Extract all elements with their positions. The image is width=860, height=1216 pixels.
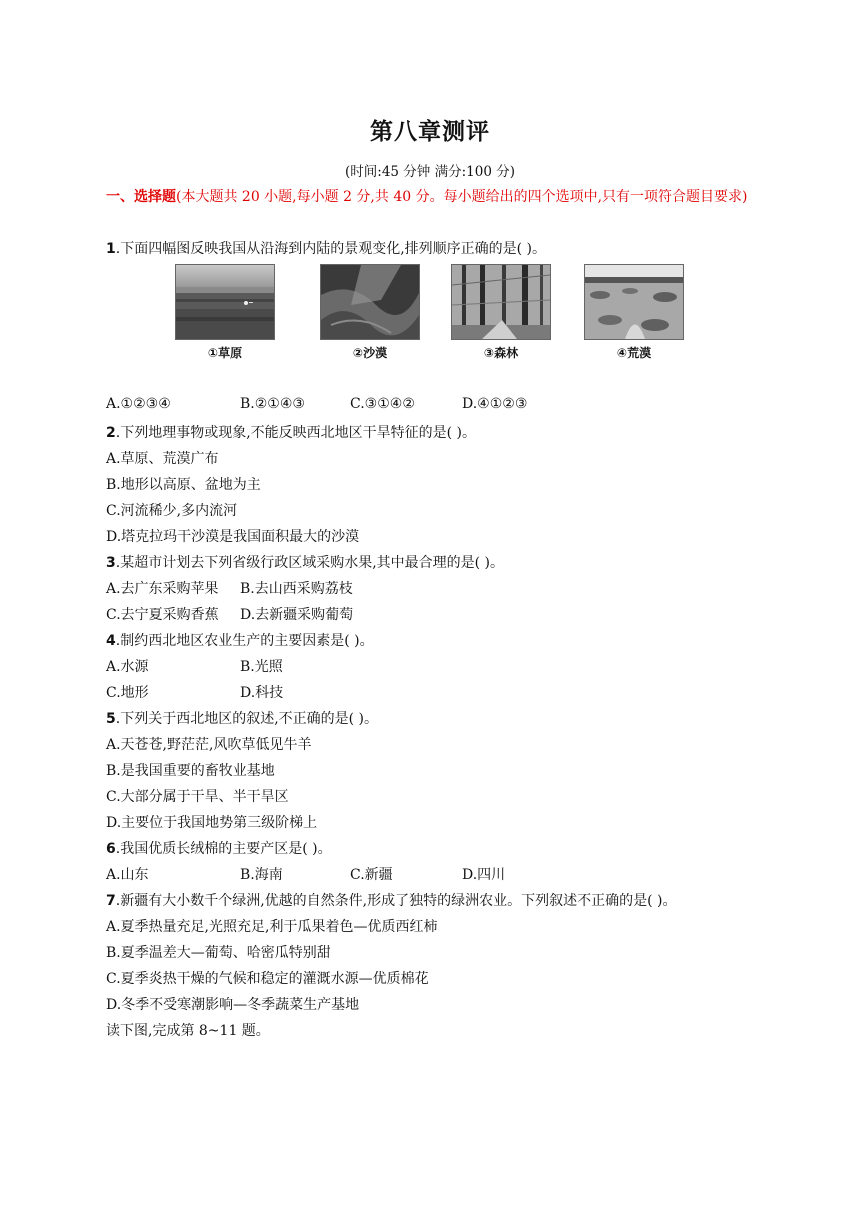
question-number: 7: [106, 893, 116, 909]
question-number: 6: [106, 841, 116, 857]
option-d: D.科技: [240, 685, 284, 701]
photo-wasteland: [584, 264, 684, 360]
option-c: C.③①④②: [350, 396, 415, 412]
question-3: [106, 552, 504, 572]
option-b: B.夏季温差大—葡萄、哈密瓜特别甜: [106, 945, 331, 961]
photo-desert: [320, 264, 420, 360]
question-4: [106, 630, 374, 650]
forest-photo: [451, 264, 551, 340]
question-number: 5: [106, 711, 116, 727]
option-b: B.地形以高原、盆地为主: [106, 477, 261, 493]
option-c: C.新疆: [350, 867, 393, 883]
question-number: 1: [106, 241, 116, 257]
question-stem: .新疆有大小数千个绿洲,优越的自然条件,形成了独特的绿洲农业。下列叙述不正确的是( )。: [115, 893, 677, 909]
option-a: A.夏季热量充足,光照充足,利于瓜果着色—优质西红柿: [106, 919, 438, 935]
question-stem: .某超市计划去下列省级行政区域采购水果,其中最合理的是( )。: [115, 555, 505, 571]
figure-instruction: 读下图,完成第 8~11 题。: [106, 1023, 270, 1039]
question-number: 2: [106, 425, 116, 441]
question-1: [106, 238, 546, 258]
grassland-photo: [175, 264, 275, 340]
desert-photo: [320, 264, 420, 340]
photo-caption: ③森林: [483, 346, 519, 360]
photo-caption: ①草原: [207, 346, 243, 360]
photo-caption: ②沙漠: [352, 346, 388, 360]
section-header: [106, 185, 756, 210]
option-c: C.大部分属于干旱、半干旱区: [106, 789, 289, 805]
option-c: C.去宁夏采购香蕉: [106, 607, 219, 623]
wasteland-photo: [584, 264, 684, 340]
option-d: D.去新疆采购葡萄: [240, 607, 354, 623]
option-b: B.②①④③: [240, 396, 305, 412]
option-c: C.地形: [106, 685, 149, 701]
question-number: 4: [106, 633, 116, 649]
option-b: B.是我国重要的畜牧业基地: [106, 763, 275, 779]
exam-info: (时间:45 分钟 满分:100 分): [345, 164, 515, 180]
option-a: A.山东: [106, 867, 149, 883]
option-d: D.④①②③: [462, 396, 528, 412]
question-2: [106, 422, 476, 442]
question-7: [106, 890, 676, 910]
option-c: C.夏季炎热干燥的气候和稳定的灌溉水源—优质棉花: [106, 971, 429, 987]
question-5: [106, 708, 378, 728]
option-d: D.四川: [462, 867, 506, 883]
option-d: D.塔克拉玛干沙漠是我国面积最大的沙漠: [106, 529, 360, 545]
option-b: B.光照: [240, 659, 283, 675]
section-heading: 一、选择题: [106, 189, 176, 205]
question-stem: .下面四幅图反映我国从沿海到内陆的景观变化,排列顺序正确的是( )。: [115, 241, 547, 257]
option-d: D.主要位于我国地势第三级阶梯上: [106, 815, 318, 831]
option-a: A.①②③④: [106, 396, 171, 412]
question-stem: .下列地理事物或现象,不能反映西北地区干旱特征的是( )。: [115, 425, 477, 441]
option-c: C.河流稀少,多内流河: [106, 503, 238, 519]
photo-caption: ④荒漠: [616, 346, 652, 360]
option-b: B.去山西采购荔枝: [240, 581, 353, 597]
photo-forest: [451, 264, 551, 360]
question-stem: .下列关于西北地区的叙述,不正确的是( )。: [115, 711, 379, 727]
option-a: A.草原、荒漠广布: [106, 451, 219, 467]
photo-grassland: [175, 264, 275, 360]
question-6: [106, 838, 332, 858]
question-stem: .制约西北地区农业生产的主要因素是( )。: [115, 633, 374, 649]
option-a: A.天苍苍,野茫茫,风吹草低见牛羊: [106, 737, 312, 753]
option-b: B.海南: [240, 867, 283, 883]
question-stem: .我国优质长绒棉的主要产区是( )。: [115, 841, 332, 857]
option-d: D.冬季不受寒潮影响—冬季蔬菜生产基地: [106, 997, 360, 1013]
option-a: A.去广东采购苹果: [106, 581, 219, 597]
option-a: A.水源: [106, 659, 149, 675]
page-title: 第八章测评: [370, 119, 490, 145]
section-note: (本大题共 20 小题,每小题 2 分,共 40 分。每小题给出的四个选项中,只有一项符合题目要求): [176, 189, 748, 205]
question-number: 3: [106, 555, 116, 571]
